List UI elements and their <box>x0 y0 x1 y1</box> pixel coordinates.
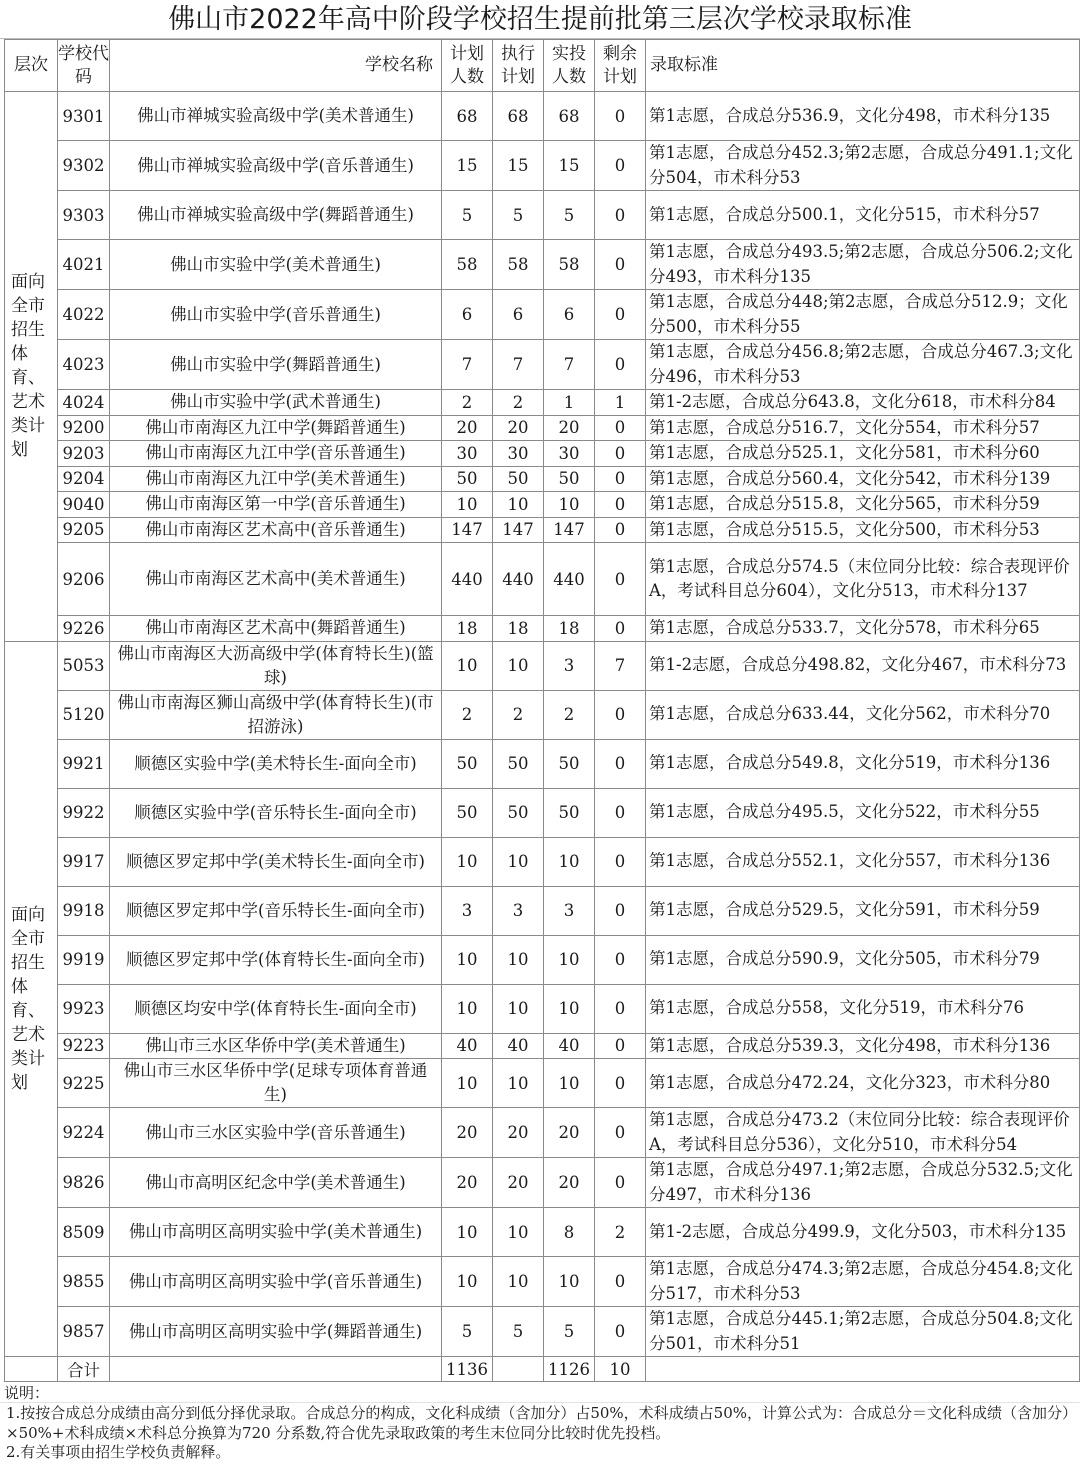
exec-plan: 18 <box>493 616 544 642</box>
admission-standard: 第1志愿，合成总分473.2（末位同分比较：综合表现评价A，考试科目总分536），文化分510，市术科分54 <box>646 1108 1080 1158</box>
remaining-plan: 0 <box>595 837 646 886</box>
admission-standard: 第1-2志愿，合成总分643.8，文化分618，市术科分84 <box>646 390 1080 416</box>
remaining-plan: 0 <box>595 543 646 616</box>
total-exec <box>493 1357 544 1382</box>
actual-count: 20 <box>544 415 595 441</box>
exec-plan: 5 <box>493 191 544 240</box>
exec-plan: 2 <box>493 690 544 739</box>
admission-standard: 第1志愿，合成总分539.3，文化分498，市术科分136 <box>646 1033 1080 1059</box>
admission-standard: 第1-2志愿，合成总分499.9，文化分503，市术科分135 <box>646 1208 1080 1257</box>
plan-count: 50 <box>442 466 493 492</box>
school-code: 9226 <box>58 616 110 642</box>
actual-count: 68 <box>544 92 595 141</box>
exec-plan: 50 <box>493 788 544 837</box>
school-name: 佛山市高明区高明实验中学(音乐普通生) <box>110 1257 442 1307</box>
exec-plan: 10 <box>493 984 544 1033</box>
actual-count: 10 <box>544 935 595 984</box>
total-label: 合计 <box>58 1357 110 1382</box>
school-code: 9303 <box>58 191 110 240</box>
notes <box>0 1403 1080 1464</box>
exec-plan: 20 <box>493 415 544 441</box>
total-plan: 1136 <box>442 1357 493 1382</box>
exec-plan: 10 <box>493 837 544 886</box>
actual-count: 10 <box>544 492 595 518</box>
exec-plan: 50 <box>493 466 544 492</box>
school-name: 佛山市高明区高明实验中学(舞蹈普通生) <box>110 1307 442 1357</box>
actual-count: 10 <box>544 1059 595 1108</box>
admission-standard: 第1志愿，合成总分533.7，文化分578，市术科分65 <box>646 616 1080 642</box>
school-name: 佛山市南海区第一中学(音乐普通生) <box>110 492 442 518</box>
table-row <box>5 191 1080 240</box>
header-plan: 计划人数 <box>442 40 493 92</box>
notes-heading: 说明： <box>0 1382 1080 1403</box>
admission-standard: 第1志愿，合成总分516.7，文化分554，市术科分57 <box>646 415 1080 441</box>
admission-standard: 第1志愿，合成总分574.5（末位同分比较：综合表现评价A，考试科目总分604），文化分513，市术科分137 <box>646 543 1080 616</box>
actual-count: 50 <box>544 788 595 837</box>
school-code: 9918 <box>58 886 110 935</box>
school-code: 8509 <box>58 1208 110 1257</box>
plan-count: 10 <box>442 1208 493 1257</box>
actual-count: 20 <box>544 1158 595 1208</box>
total-actual: 1126 <box>544 1357 595 1382</box>
remaining-plan: 0 <box>595 616 646 642</box>
actual-count: 58 <box>544 240 595 290</box>
exec-plan: 50 <box>493 739 544 788</box>
remaining-plan: 0 <box>595 1059 646 1108</box>
school-code: 9921 <box>58 739 110 788</box>
remaining-plan: 1 <box>595 390 646 416</box>
school-code: 9301 <box>58 92 110 141</box>
admission-standard: 第1志愿，合成总分560.4，文化分542，市术科分139 <box>646 466 1080 492</box>
plan-count: 440 <box>442 543 493 616</box>
plan-count: 20 <box>442 1158 493 1208</box>
actual-count: 50 <box>544 466 595 492</box>
table-header-row <box>5 40 1080 92</box>
school-code: 9857 <box>58 1307 110 1357</box>
school-code: 9855 <box>58 1257 110 1307</box>
plan-count: 5 <box>442 191 493 240</box>
school-name: 顺德区均安中学(体育特长生-面向全市) <box>110 984 442 1033</box>
actual-count: 40 <box>544 1033 595 1059</box>
exec-plan: 20 <box>493 1158 544 1208</box>
actual-count: 5 <box>544 1307 595 1357</box>
table-row <box>5 492 1080 518</box>
table-row <box>5 340 1080 390</box>
actual-count: 3 <box>544 886 595 935</box>
admission-standard: 第1志愿，合成总分500.1，文化分515，市术科分57 <box>646 191 1080 240</box>
actual-count: 5 <box>544 191 595 240</box>
school-code: 9204 <box>58 466 110 492</box>
remaining-plan: 0 <box>595 935 646 984</box>
school-code: 9224 <box>58 1108 110 1158</box>
actual-count: 3 <box>544 641 595 690</box>
school-name: 佛山市禅城实验高级中学(舞蹈普通生) <box>110 191 442 240</box>
table-row <box>5 1059 1080 1108</box>
school-code: 9919 <box>58 935 110 984</box>
admission-standard: 第1志愿，合成总分558，文化分519，市术科分76 <box>646 984 1080 1033</box>
school-code: 9205 <box>58 517 110 543</box>
admission-standard: 第1志愿，合成总分452.3;第2志愿，合成总分491.1;文化分504，市术科分53 <box>646 141 1080 191</box>
plan-count: 3 <box>442 886 493 935</box>
admission-standard: 第1志愿，合成总分448;第2志愿，合成总分512.9；文化分500，市术科分55 <box>646 290 1080 340</box>
remaining-plan: 0 <box>595 1307 646 1357</box>
school-code: 9200 <box>58 415 110 441</box>
remaining-plan: 0 <box>595 739 646 788</box>
table-row <box>5 788 1080 837</box>
level-label: 面向全市招生体育、艺术类计划 <box>11 272 45 461</box>
school-name: 佛山市三水区华侨中学(美术普通生) <box>110 1033 442 1059</box>
header-exec: 执行计划 <box>493 40 544 92</box>
remaining-plan: 0 <box>595 340 646 390</box>
school-name: 佛山市实验中学(武术普通生) <box>110 390 442 416</box>
plan-count: 7 <box>442 340 493 390</box>
school-code: 9917 <box>58 837 110 886</box>
table-row <box>5 1033 1080 1059</box>
table-row <box>5 466 1080 492</box>
table-row <box>5 1257 1080 1307</box>
actual-count: 10 <box>544 837 595 886</box>
plan-count: 10 <box>442 1257 493 1307</box>
admission-standard: 第1志愿，合成总分549.8，文化分519，市术科分136 <box>646 739 1080 788</box>
header-level: 层次 <box>5 40 58 92</box>
exec-plan: 10 <box>493 1208 544 1257</box>
remaining-plan: 0 <box>595 886 646 935</box>
remaining-plan: 2 <box>595 1208 646 1257</box>
plan-count: 50 <box>442 739 493 788</box>
school-name: 佛山市南海区九江中学(音乐普通生) <box>110 441 442 467</box>
exec-plan: 68 <box>493 92 544 141</box>
table-row <box>5 441 1080 467</box>
school-code: 4024 <box>58 390 110 416</box>
school-name: 佛山市三水区实验中学(音乐普通生) <box>110 1108 442 1158</box>
school-name: 顺德区罗定邦中学(体育特长生-面向全市) <box>110 935 442 984</box>
actual-count: 8 <box>544 1208 595 1257</box>
school-name: 佛山市实验中学(美术普通生) <box>110 240 442 290</box>
admission-standard: 第1志愿，合成总分493.5;第2志愿，合成总分506.2;文化分493，市术科分135 <box>646 240 1080 290</box>
exec-plan: 147 <box>493 517 544 543</box>
remaining-plan: 0 <box>595 415 646 441</box>
plan-count: 147 <box>442 517 493 543</box>
plan-count: 18 <box>442 616 493 642</box>
admission-standard: 第1志愿，合成总分525.1，文化分581，市术科分60 <box>646 441 1080 467</box>
actual-count: 30 <box>544 441 595 467</box>
note-item: 1.按按合成总分成绩由高分到低分择优录取。合成总分的构成，文化科成绩（含加分）占50%，术科成绩占50%，计算公式为：合成总分＝文化科成绩（含加分）×50%+术科成绩×术科总分换算为720 分系数,符合优先录取政策的考生末位同分比较时优先投档。 <box>6 1404 1070 1442</box>
exec-plan: 5 <box>493 1307 544 1357</box>
exec-plan: 440 <box>493 543 544 616</box>
school-name: 顺德区实验中学(美术特长生-面向全市) <box>110 739 442 788</box>
total-name-empty <box>110 1357 442 1382</box>
exec-plan: 7 <box>493 340 544 390</box>
exec-plan: 10 <box>493 1059 544 1108</box>
level-cell <box>5 92 58 642</box>
plan-count: 5 <box>442 1307 493 1357</box>
plan-count: 2 <box>442 390 493 416</box>
plan-count: 40 <box>442 1033 493 1059</box>
exec-plan: 10 <box>493 641 544 690</box>
plan-count: 10 <box>442 492 493 518</box>
exec-plan: 15 <box>493 141 544 191</box>
admission-standard: 第1志愿，合成总分445.1;第2志愿，合成总分504.8;文化分501，市术科分51 <box>646 1307 1080 1357</box>
table-row <box>5 290 1080 340</box>
actual-count: 18 <box>544 616 595 642</box>
school-name: 佛山市高明区纪念中学(美术普通生) <box>110 1158 442 1208</box>
plan-count: 10 <box>442 984 493 1033</box>
school-name: 佛山市实验中学(音乐普通生) <box>110 290 442 340</box>
actual-count: 7 <box>544 340 595 390</box>
admission-standard: 第1志愿，合成总分472.24，文化分323，市术科分80 <box>646 1059 1080 1108</box>
exec-plan: 10 <box>493 492 544 518</box>
remaining-plan: 0 <box>595 788 646 837</box>
actual-count: 20 <box>544 1108 595 1158</box>
exec-plan: 10 <box>493 1257 544 1307</box>
remaining-plan: 0 <box>595 1108 646 1158</box>
plan-count: 2 <box>442 690 493 739</box>
school-name: 佛山市南海区狮山高级中学(体育特长生)(市招游泳) <box>110 690 442 739</box>
exec-plan: 3 <box>493 886 544 935</box>
actual-count: 440 <box>544 543 595 616</box>
school-code: 9225 <box>58 1059 110 1108</box>
total-level-empty <box>5 1357 58 1382</box>
remaining-plan: 0 <box>595 240 646 290</box>
exec-plan: 30 <box>493 441 544 467</box>
actual-count: 15 <box>544 141 595 191</box>
remaining-plan: 0 <box>595 984 646 1033</box>
remaining-plan: 0 <box>595 191 646 240</box>
admission-standard: 第1志愿，合成总分495.5，文化分522，市术科分55 <box>646 788 1080 837</box>
school-code: 4023 <box>58 340 110 390</box>
actual-count: 10 <box>544 1257 595 1307</box>
school-name: 顺德区罗定邦中学(音乐特长生-面向全市) <box>110 886 442 935</box>
plan-count: 15 <box>442 141 493 191</box>
school-name: 佛山市南海区九江中学(舞蹈普通生) <box>110 415 442 441</box>
school-name: 佛山市禅城实验高级中学(美术普通生) <box>110 92 442 141</box>
school-name: 佛山市南海区艺术高中(音乐普通生) <box>110 517 442 543</box>
remaining-plan: 0 <box>595 466 646 492</box>
plan-count: 10 <box>442 935 493 984</box>
actual-count: 1 <box>544 390 595 416</box>
total-row <box>5 1357 1080 1382</box>
plan-count: 20 <box>442 415 493 441</box>
table-row <box>5 1108 1080 1158</box>
admission-standard: 第1志愿，合成总分536.9，文化分498，市术科分135 <box>646 92 1080 141</box>
table-row <box>5 616 1080 642</box>
admission-standard: 第1志愿，合成总分497.1;第2志愿，合成总分532.5;文化分497，市术科分136 <box>646 1158 1080 1208</box>
table-body <box>5 92 1080 1382</box>
admission-standard: 第1志愿，合成总分474.3;第2志愿，合成总分454.8;文化分517，市术科分53 <box>646 1257 1080 1307</box>
plan-count: 50 <box>442 788 493 837</box>
school-code: 9223 <box>58 1033 110 1059</box>
plan-count: 30 <box>442 441 493 467</box>
school-code: 5120 <box>58 690 110 739</box>
table-row <box>5 1208 1080 1257</box>
school-name: 佛山市南海区艺术高中(美术普通生) <box>110 543 442 616</box>
remaining-plan: 0 <box>595 1257 646 1307</box>
table-row <box>5 141 1080 191</box>
plan-count: 10 <box>442 641 493 690</box>
school-name: 佛山市南海区九江中学(美术普通生) <box>110 466 442 492</box>
plan-count: 10 <box>442 1059 493 1108</box>
school-name: 顺德区罗定邦中学(美术特长生-面向全市) <box>110 837 442 886</box>
table-row <box>5 837 1080 886</box>
remaining-plan: 0 <box>595 92 646 141</box>
admission-standard: 第1志愿，合成总分456.8;第2志愿，合成总分467.3;文化分496，市术科分53 <box>646 340 1080 390</box>
table-row <box>5 1158 1080 1208</box>
admission-standard: 第1-2志愿，合成总分498.82，文化分467，市术科分73 <box>646 641 1080 690</box>
remaining-plan: 0 <box>595 441 646 467</box>
actual-count: 2 <box>544 690 595 739</box>
level-label: 面向全市招生体育、艺术类计划 <box>11 904 45 1093</box>
table-row <box>5 935 1080 984</box>
school-name: 佛山市南海区艺术高中(舞蹈普通生) <box>110 616 442 642</box>
total-standard-empty <box>646 1357 1080 1382</box>
header-name: 学校名称 <box>110 40 442 92</box>
admission-standard: 第1志愿，合成总分515.8，文化分565，市术科分59 <box>646 492 1080 518</box>
exec-plan: 58 <box>493 240 544 290</box>
header-code: 学校代码 <box>58 40 110 92</box>
remaining-plan: 0 <box>595 290 646 340</box>
admission-standard: 第1志愿，合成总分633.44，文化分562，市术科分70 <box>646 690 1080 739</box>
table-row <box>5 92 1080 141</box>
school-code: 9922 <box>58 788 110 837</box>
table-row <box>5 543 1080 616</box>
school-code: 9040 <box>58 492 110 518</box>
school-code: 9203 <box>58 441 110 467</box>
note-item: 2.有关事项由招生学校负责解释。 <box>6 1443 231 1461</box>
admission-standard: 第1志愿，合成总分590.9，文化分505，市术科分79 <box>646 935 1080 984</box>
exec-plan: 10 <box>493 935 544 984</box>
remaining-plan: 0 <box>595 492 646 518</box>
admission-standard: 第1志愿，合成总分515.5，文化分500，市术科分53 <box>646 517 1080 543</box>
remaining-plan: 0 <box>595 1158 646 1208</box>
school-code: 4021 <box>58 240 110 290</box>
plan-count: 58 <box>442 240 493 290</box>
table-row <box>5 690 1080 739</box>
plan-count: 68 <box>442 92 493 141</box>
school-code: 9826 <box>58 1158 110 1208</box>
actual-count: 6 <box>544 290 595 340</box>
school-code: 9206 <box>58 543 110 616</box>
total-remain: 10 <box>595 1357 646 1382</box>
table-row <box>5 641 1080 690</box>
school-code: 4022 <box>58 290 110 340</box>
remaining-plan: 0 <box>595 1033 646 1059</box>
table-row <box>5 984 1080 1033</box>
school-name: 佛山市实验中学(舞蹈普通生) <box>110 340 442 390</box>
table-row <box>5 886 1080 935</box>
remaining-plan: 0 <box>595 690 646 739</box>
school-name: 佛山市禅城实验高级中学(音乐普通生) <box>110 141 442 191</box>
actual-count: 50 <box>544 739 595 788</box>
actual-count: 10 <box>544 984 595 1033</box>
plan-count: 10 <box>442 837 493 886</box>
header-remain: 剩余计划 <box>595 40 646 92</box>
header-standard: 录取标准 <box>646 40 1080 92</box>
remaining-plan: 0 <box>595 517 646 543</box>
exec-plan: 40 <box>493 1033 544 1059</box>
admission-standard: 第1志愿，合成总分552.1，文化分557，市术科分136 <box>646 837 1080 886</box>
plan-count: 20 <box>442 1108 493 1158</box>
actual-count: 147 <box>544 517 595 543</box>
header-actual: 实投人数 <box>544 40 595 92</box>
remaining-plan: 0 <box>595 141 646 191</box>
exec-plan: 20 <box>493 1108 544 1158</box>
table-row <box>5 739 1080 788</box>
table-row <box>5 517 1080 543</box>
school-name: 佛山市高明区高明实验中学(美术普通生) <box>110 1208 442 1257</box>
admission-standard: 第1志愿，合成总分529.5，文化分591，市术科分59 <box>646 886 1080 935</box>
table-row <box>5 240 1080 290</box>
exec-plan: 6 <box>493 290 544 340</box>
admission-table <box>4 39 1080 1382</box>
school-name: 佛山市三水区华侨中学(足球专项体育普通生) <box>110 1059 442 1108</box>
page-title: 佛山市2022年高中阶段学校招生提前批第三层次学校录取标准 <box>0 0 1080 39</box>
remaining-plan: 7 <box>595 641 646 690</box>
level-cell <box>5 641 58 1357</box>
school-name: 顺德区实验中学(音乐特长生-面向全市) <box>110 788 442 837</box>
table-row <box>5 390 1080 416</box>
table-row <box>5 415 1080 441</box>
school-name: 佛山市南海区大沥高级中学(体育特长生)(篮球) <box>110 641 442 690</box>
exec-plan: 2 <box>493 390 544 416</box>
school-code: 5053 <box>58 641 110 690</box>
school-code: 9923 <box>58 984 110 1033</box>
table-row <box>5 1307 1080 1357</box>
school-code: 9302 <box>58 141 110 191</box>
plan-count: 6 <box>442 290 493 340</box>
